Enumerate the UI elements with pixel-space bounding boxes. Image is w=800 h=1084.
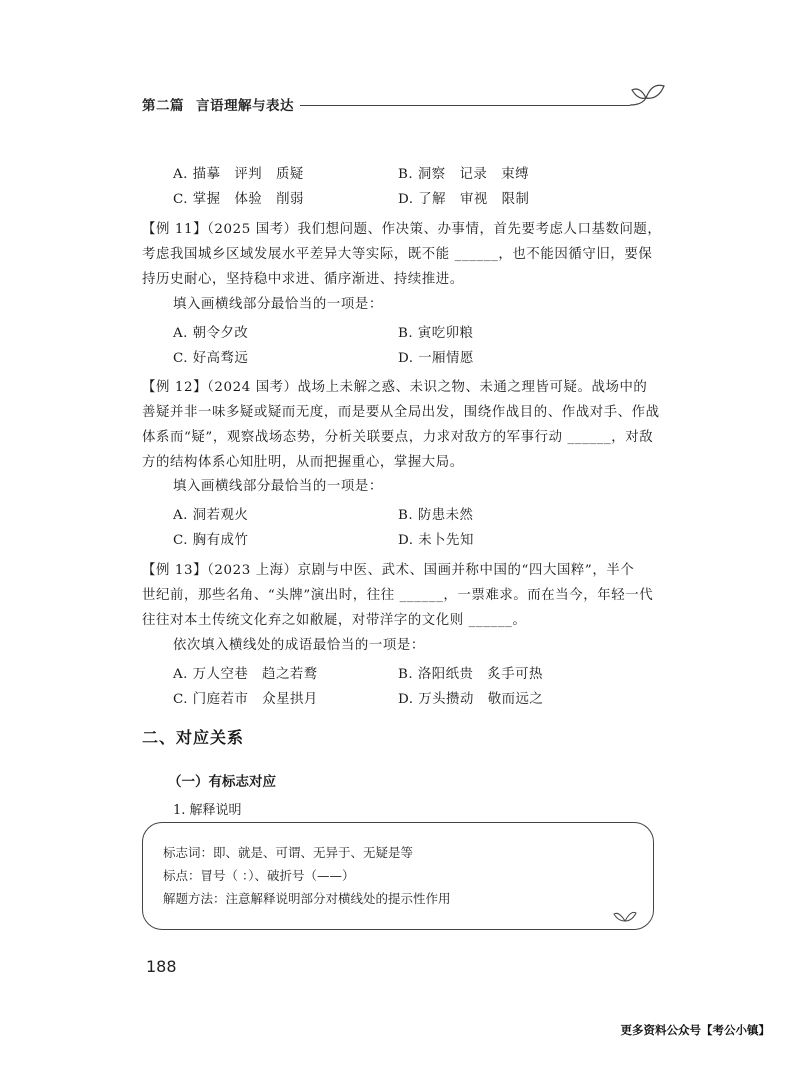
sub-item-title: 1. 解释说明: [173, 803, 242, 818]
footer-note: 更多资料公众号【考公小镇】: [620, 1023, 770, 1037]
example-13-option-a: A. 万人空巷 趋之若鹜: [173, 667, 318, 682]
example-12-option-a: A. 洞若观火: [173, 508, 249, 523]
tip-box: [142, 822, 654, 930]
chapter-title: 言语理解与表达: [196, 98, 294, 114]
example-12-line-4: 方的结构体系心知肚明，从而把握重心，掌握大局。: [142, 455, 464, 470]
tip-punctuation: 标点：冒号（ ：）、破折号（——）: [163, 868, 355, 883]
example-11-line-2: 考虑我国城乡区域发展水平差异大等实际，既不能 ______，也不能因循守旧，要保: [142, 247, 653, 262]
example-13-line-2: 世纪前，那些名角、“头牌”演出时，往往 ______，一票难求。而在当今，年轻一代: [142, 588, 654, 603]
example-13-option-c: C. 门庭若市 众星拱月: [173, 692, 318, 707]
leaf-sprout-icon: [628, 80, 668, 108]
example-13-option-d: D. 万头攒动 敬而远之: [398, 692, 544, 707]
subsection-title: （一）有标志对应: [168, 774, 276, 790]
example-12-line-1: 【例 12】（2024 国考）战场上未解之惑、未识之物、未通之理皆可疑。战场中的: [142, 380, 648, 395]
part-label: 第二篇: [142, 98, 184, 114]
example-11-option-a: A. 朝令夕改: [173, 326, 249, 341]
leaf-icon: [613, 909, 637, 923]
example-12-line-3: 体系而“疑”，观察战场态势，分析关联要点，力求对敌方的军事行动 ______，对敌: [142, 430, 654, 445]
prev-option-a: A. 描摹 评判 质疑: [173, 167, 304, 182]
example-13-option-b: B. 洛阳纸贵 炙手可热: [398, 667, 543, 682]
prev-option-b: B. 洞察 记录 束缚: [398, 167, 529, 182]
example-11-line-3: 持历史耐心，坚持稳中求进、循序渐进、持续推进。: [142, 272, 464, 287]
example-12-prompt: 填入画横线部分最恰当的一项是：: [173, 479, 383, 494]
header-rule: [300, 105, 630, 106]
section-title: 二、对应关系: [142, 728, 245, 747]
example-12-line-2: 善疑并非一味多疑或疑而无度，而是要从全局出发，围绕作战目的、作战对手、作战: [142, 405, 660, 420]
page-number: 188: [146, 957, 177, 976]
example-13-line-1: 【例 13】（2023 上海）京剧与中医、武术、国画并称中国的“四大国粹”，半个: [142, 563, 635, 578]
example-11-line-1: 【例 11】（2025 国考）我们想问题、作决策、办事情，首先要考虑人口基数问题，: [142, 222, 662, 237]
example-12-option-d: D. 未卜先知: [398, 533, 474, 548]
example-11-option-d: D. 一厢情愿: [398, 351, 474, 366]
example-11-option-c: C. 好高骛远: [173, 351, 249, 366]
example-13-prompt: 依次填入横线处的成语最恰当的一项是：: [173, 638, 425, 653]
example-12-option-c: C. 胸有成竹: [173, 533, 249, 548]
example-11-prompt: 填入画横线部分最恰当的一项是：: [173, 297, 383, 312]
example-12-option-b: B. 防患未然: [398, 508, 474, 523]
tip-method: 解题方法：注意解释说明部分对横线处的提示性作用: [163, 891, 451, 906]
tip-keywords: 标志词：即、就是、可谓、无异于、无疑是等: [163, 845, 414, 860]
example-11-option-b: B. 寅吃卯粮: [398, 326, 474, 341]
chapter-header: [142, 94, 294, 114]
prev-option-d: D. 了解 审视 限制: [398, 192, 530, 207]
example-13-line-3: 往往对本土传统文化弃之如敝屣，对带洋字的文化则 ______。: [142, 613, 527, 628]
prev-option-c: C. 掌握 体验 削弱: [173, 192, 304, 207]
